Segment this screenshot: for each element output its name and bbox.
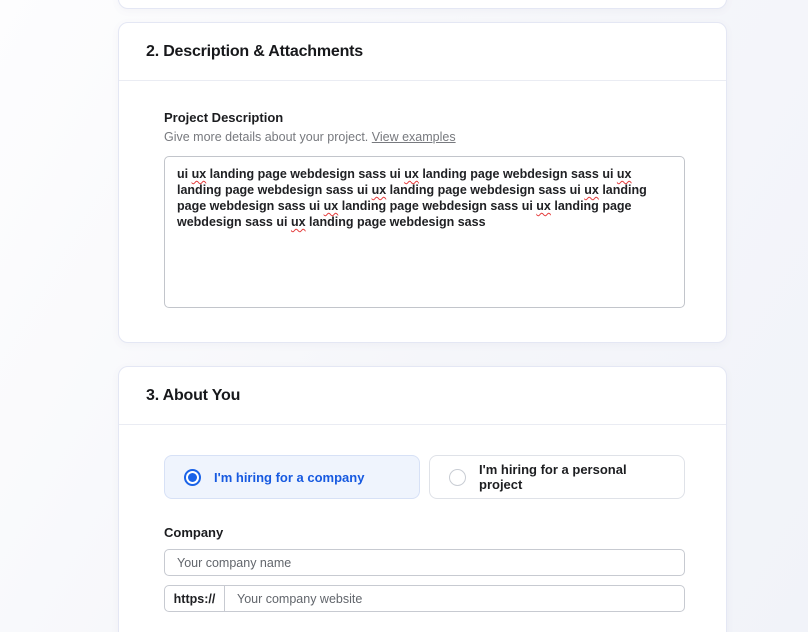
company-website-field	[164, 585, 685, 612]
description-card-header	[119, 23, 726, 81]
section-title-description: 2. Description & Attachments	[146, 42, 363, 60]
about-you-card	[118, 366, 727, 632]
option-hiring-personal-label: I'm hiring for a personal project	[479, 462, 627, 492]
description-attachments-card	[118, 22, 727, 343]
company-name-input[interactable]	[164, 549, 685, 576]
about-card-body	[119, 425, 726, 612]
helper-text: Give more details about your project.	[164, 130, 369, 144]
project-description-helper	[164, 130, 683, 144]
project-description-label: Project Description	[164, 110, 284, 125]
about-card-header	[119, 367, 726, 425]
hiring-type-options	[164, 455, 685, 499]
view-examples-link[interactable]: View examples	[371, 130, 456, 144]
radio-unselected-icon[interactable]	[449, 469, 466, 486]
radio-selected-icon[interactable]	[184, 469, 201, 486]
section-title-about: 3. About You	[146, 386, 241, 404]
option-hiring-company[interactable]	[164, 455, 420, 499]
option-hiring-company-label: I'm hiring for a company	[214, 469, 365, 485]
description-card-body	[119, 81, 726, 308]
radio-selected-dot	[188, 473, 197, 482]
company-label: Company	[164, 525, 224, 540]
project-description-textarea[interactable]: ui ux landing page webdesign sass ui ux landing page webdesign sass ui ux landing page webdesign sass ui ux landing page webdesign sass ui ux landing page webdesign sass ui ux landing page webdesign sass ui ux landing page webdesign sass ui ux landing page webdesign sass	[164, 156, 685, 308]
url-prefix: https://	[165, 586, 225, 611]
previous-card-bottom	[118, 0, 727, 9]
option-hiring-personal[interactable]	[429, 455, 685, 499]
company-website-input[interactable]	[225, 586, 684, 611]
